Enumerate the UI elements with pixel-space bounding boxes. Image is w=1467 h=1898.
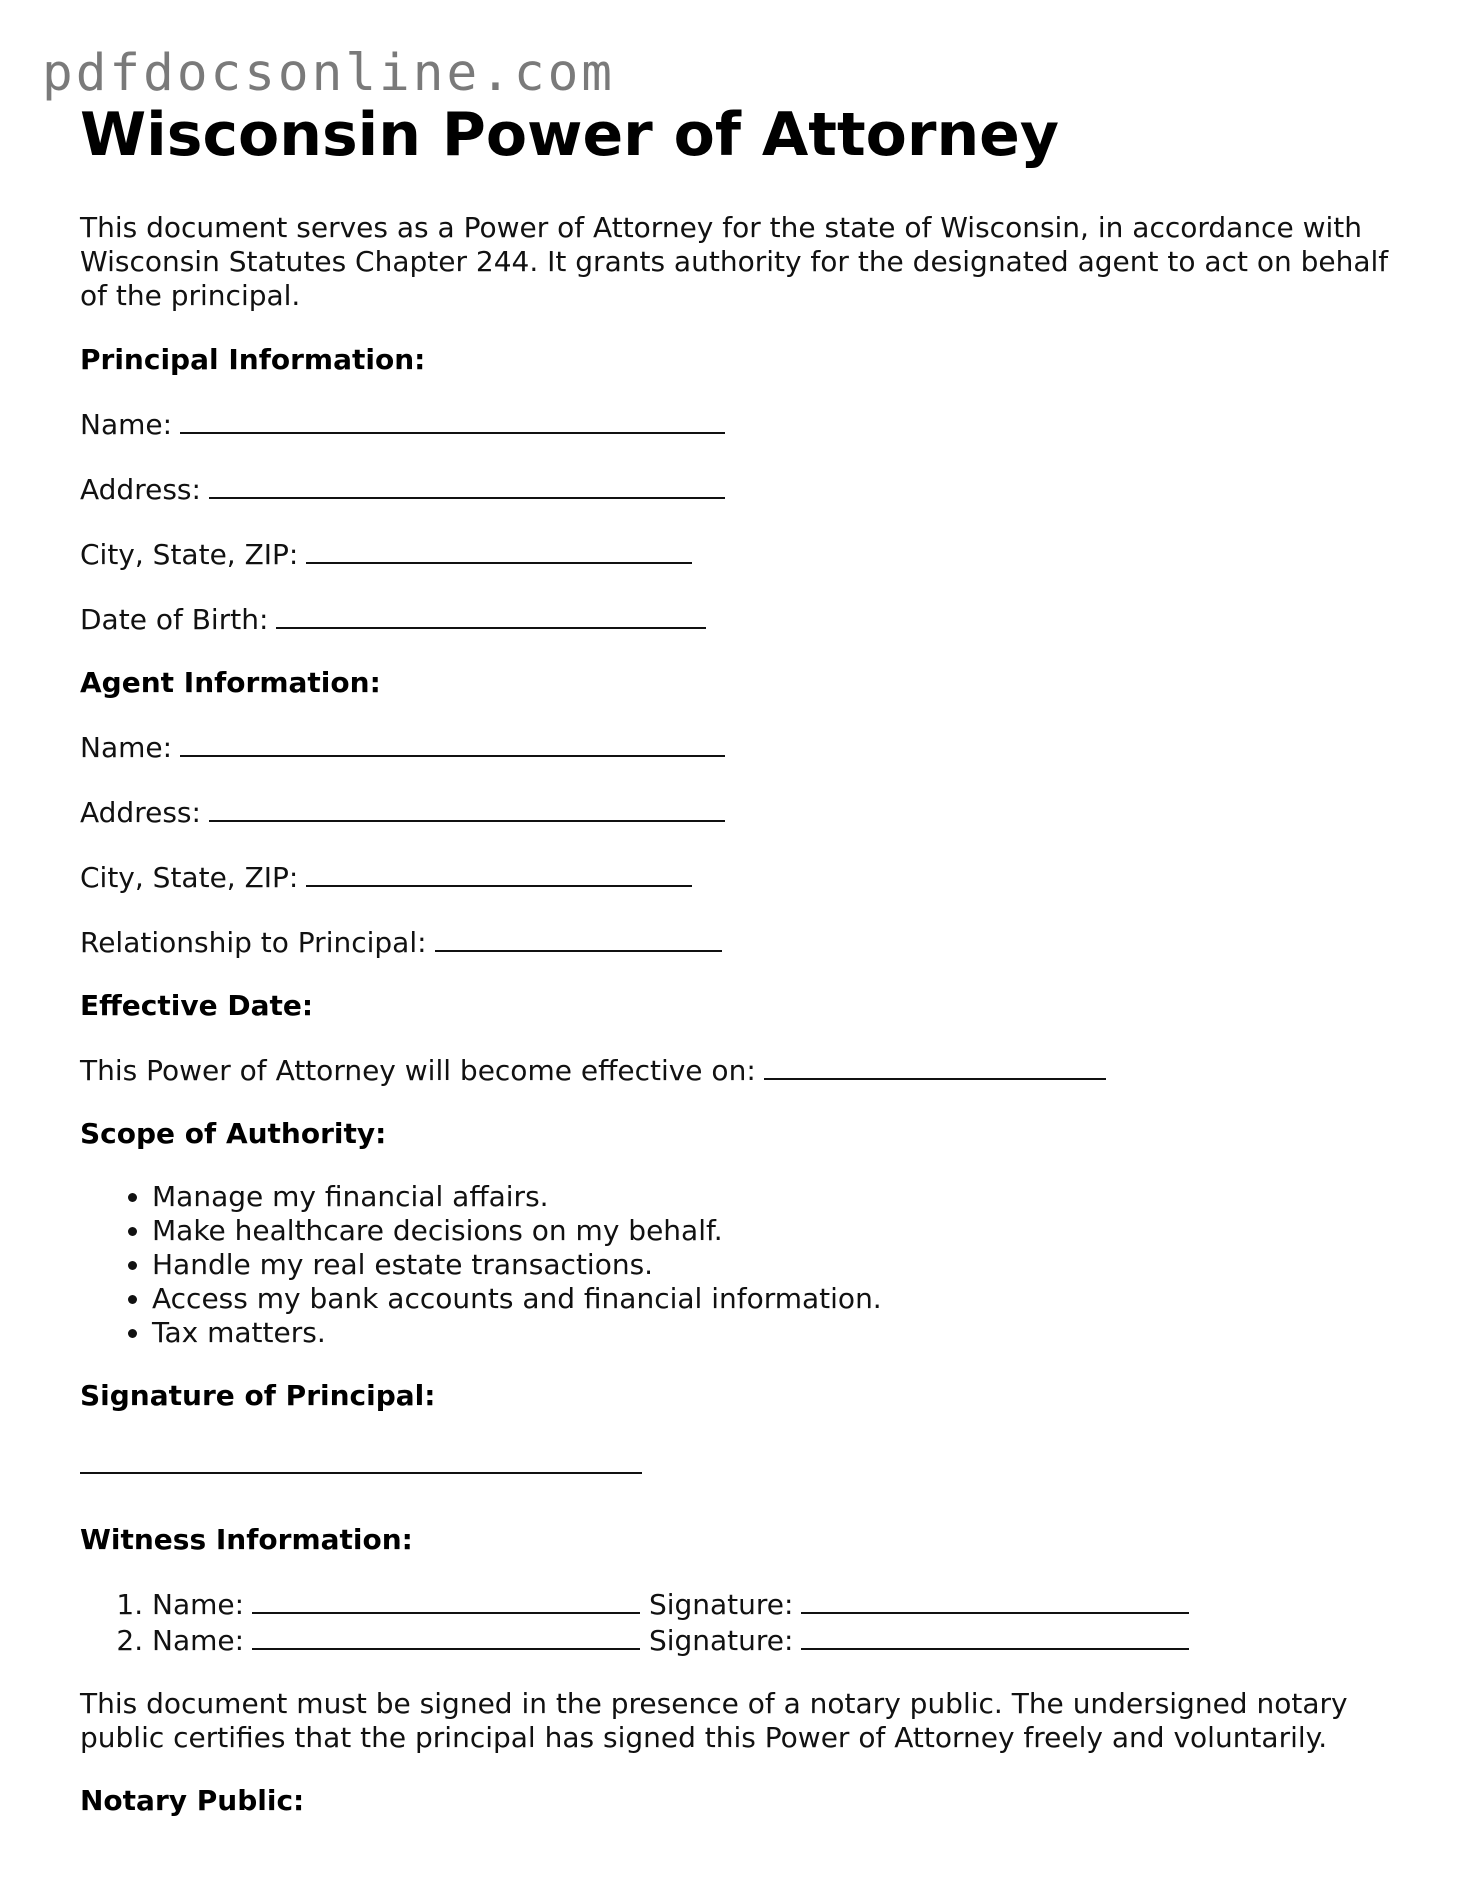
scope-heading: Scope of Authority: xyxy=(80,1117,387,1150)
scope-item: • Handle my real estate transactions. xyxy=(152,1248,1400,1282)
agent-city-blank[interactable] xyxy=(306,859,692,887)
watermark: pdfdocsonline.com xyxy=(42,44,615,103)
witness-row xyxy=(152,1622,1400,1658)
witness-signature-label: Signature: xyxy=(648,1588,794,1621)
witness-list xyxy=(80,1586,1400,1658)
witness-2-name-blank[interactable] xyxy=(252,1622,640,1650)
witness-1-signature-blank[interactable] xyxy=(801,1586,1189,1614)
agent-address-field xyxy=(80,794,1400,830)
scope-item: • Manage my financial affairs. xyxy=(152,1180,1400,1214)
signature-heading: Signature of Principal: xyxy=(80,1379,436,1412)
principal-name-blank[interactable] xyxy=(180,406,725,434)
notary-heading: Notary Public: xyxy=(80,1784,305,1817)
principal-dob-label: Date of Birth: xyxy=(80,603,269,636)
principal-address-blank[interactable] xyxy=(209,471,725,499)
scope-item: • Make healthcare decisions on my behalf. xyxy=(152,1214,1400,1248)
witness-name-label: Name: xyxy=(152,1624,245,1657)
principal-dob-blank[interactable] xyxy=(276,601,706,629)
witness-1-name-blank[interactable] xyxy=(252,1586,640,1614)
principal-address-label: Address: xyxy=(80,473,201,506)
witness-row xyxy=(152,1586,1400,1622)
agent-relationship-label: Relationship to Principal: xyxy=(80,926,427,959)
scope-item: • Tax matters. xyxy=(152,1316,1400,1350)
agent-name-label: Name: xyxy=(80,731,173,764)
agent-address-blank[interactable] xyxy=(209,794,725,822)
witness-2-signature-blank[interactable] xyxy=(801,1622,1189,1650)
principal-name-field xyxy=(80,406,1400,442)
document-title: Wisconsin Power of Attorney xyxy=(80,100,1059,170)
principal-address-field xyxy=(80,471,1400,507)
principal-city-label: City, State, ZIP: xyxy=(80,538,299,571)
effective-date-blank[interactable] xyxy=(764,1052,1106,1080)
principal-heading: Principal Information: xyxy=(80,343,426,376)
effective-date-label: This Power of Attorney will become effective on: xyxy=(80,1054,756,1087)
scope-item: • Access my bank accounts and financial information. xyxy=(152,1282,1400,1316)
principal-city-blank[interactable] xyxy=(306,536,692,564)
principal-name-label: Name: xyxy=(80,408,173,441)
agent-name-blank[interactable] xyxy=(180,729,725,757)
effective-heading: Effective Date: xyxy=(80,989,314,1022)
principal-signature-line[interactable] xyxy=(80,1442,642,1474)
agent-relationship-field xyxy=(80,924,1400,960)
agent-city-label: City, State, ZIP: xyxy=(80,861,299,894)
agent-city-field xyxy=(80,859,1400,895)
witness-heading: Witness Information: xyxy=(80,1523,413,1556)
effective-date-field xyxy=(80,1052,1400,1088)
scope-list xyxy=(80,1180,1400,1350)
document-page xyxy=(80,100,1400,1847)
agent-address-label: Address: xyxy=(80,796,201,829)
principal-dob-field xyxy=(80,601,1400,637)
intro-paragraph: This document serves as a Power of Attorney for the state of Wisconsin, in accordance with Wisconsin Statutes Chapter 244. It grants authority for the designated agent to act on behalf of the principal. xyxy=(80,211,1389,312)
agent-relationship-blank[interactable] xyxy=(435,924,722,952)
witness-signature-label: Signature: xyxy=(648,1624,794,1657)
agent-heading: Agent Information: xyxy=(80,666,381,699)
agent-name-field xyxy=(80,729,1400,765)
principal-city-field xyxy=(80,536,1400,572)
witness-name-label: Name: xyxy=(152,1588,245,1621)
notary-notice: This document must be signed in the presence of a notary public. The undersigned notary public certifies that the principal has signed this Power of Attorney freely and voluntarily. xyxy=(80,1687,1348,1754)
